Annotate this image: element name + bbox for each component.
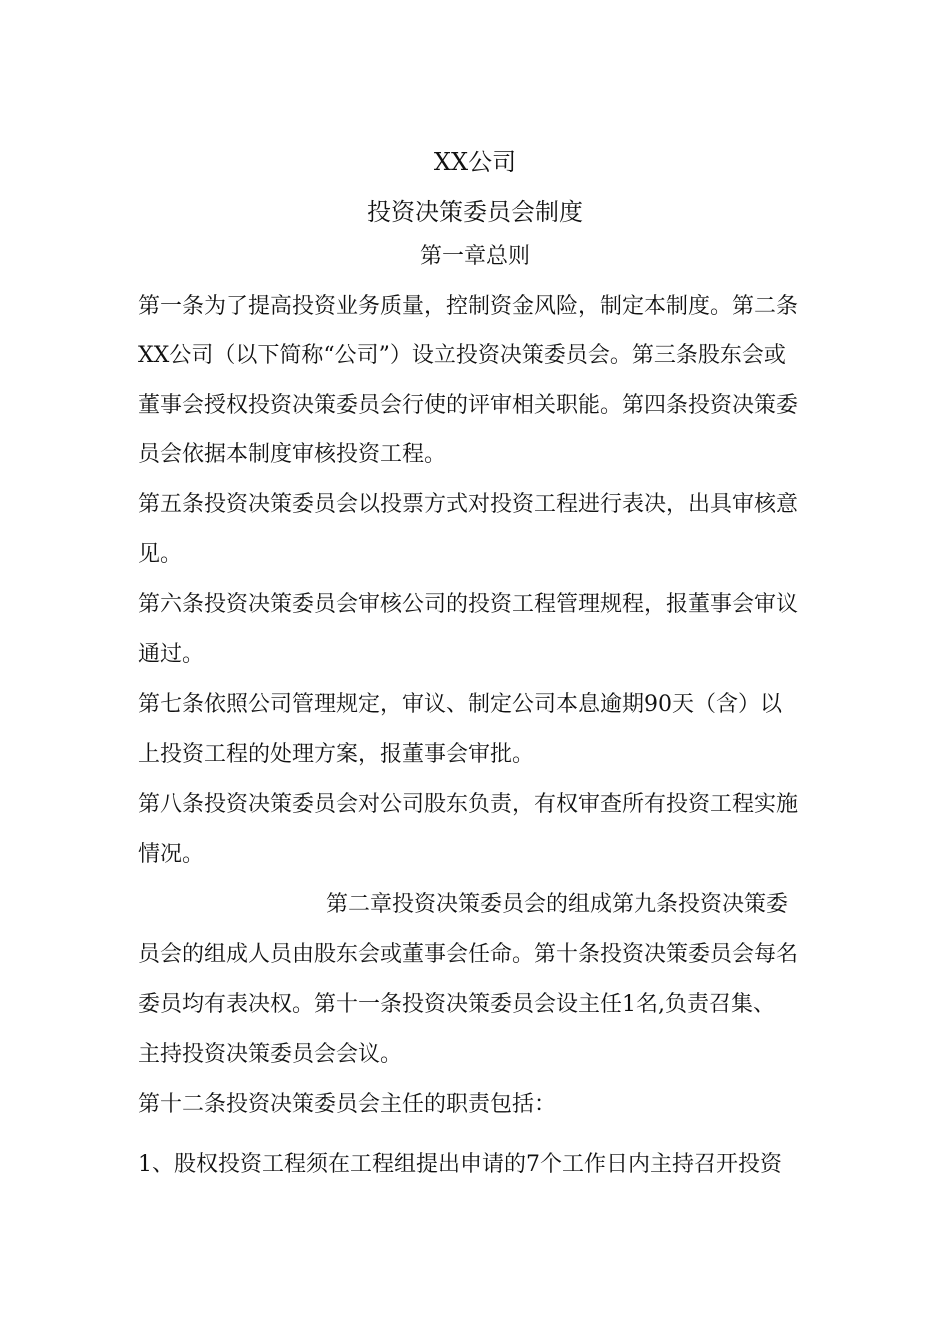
paragraph-line: 上投资工程的处理方案，报董事会审批。 [138, 742, 535, 767]
paragraph-line: 第一条为了提高投资业务质量，控制资金风险，制定本制度。第二条 [138, 294, 799, 319]
paragraph-line: 通过。 [138, 642, 205, 667]
paragraph-line: 情况。 [138, 842, 205, 867]
paragraph-line: 员会依据本制度审核投资工程。 [138, 442, 447, 467]
paragraph-line: 见。 [138, 542, 183, 567]
paragraph-line: 第六条投资决策委员会审核公司的投资工程管理规程，报董事会审议 [138, 592, 799, 617]
document-title: 投资决策委员会制度 [367, 198, 583, 226]
paragraph-line: 第七条依照公司管理规定，审议、制定公司本息逾期90天（含）以 [138, 692, 782, 717]
paragraph-line: 员会的组成人员由股东会或董事会任命。第十条投资决策委员会每名 [138, 942, 799, 967]
company-title: XX公司 [433, 148, 517, 176]
paragraph-line: 1、股权投资工程须在工程组提出申请的7个工作日内主持召开投资 [138, 1152, 782, 1177]
chapter-2-heading-line: 第二章投资决策委员会的组成第九条投资决策委 [326, 892, 789, 917]
paragraph-line: 第十二条投资决策委员会主任的职责包括： [138, 1092, 557, 1117]
paragraph-line: XX公司（以下简称“公司”）设立投资决策委员会。第三条股东会或 [138, 343, 786, 368]
paragraph-line: 董事会授权投资决策委员会行使的评审相关职能。第四条投资决策委 [138, 393, 799, 418]
paragraph-line: 第五条投资决策委员会以投票方式对投资工程进行表决，出具审核意 [138, 492, 799, 517]
paragraph-line: 主持投资决策委员会会议。 [138, 1042, 403, 1067]
paragraph-line: 委员均有表决权。第十一条投资决策委员会设主任1名,负责召集、 [138, 992, 775, 1017]
chapter-1-heading: 第一章总则 [419, 244, 530, 269]
paragraph-line: 第八条投资决策委员会对公司股东负责，有权审查所有投资工程实施 [138, 792, 799, 817]
